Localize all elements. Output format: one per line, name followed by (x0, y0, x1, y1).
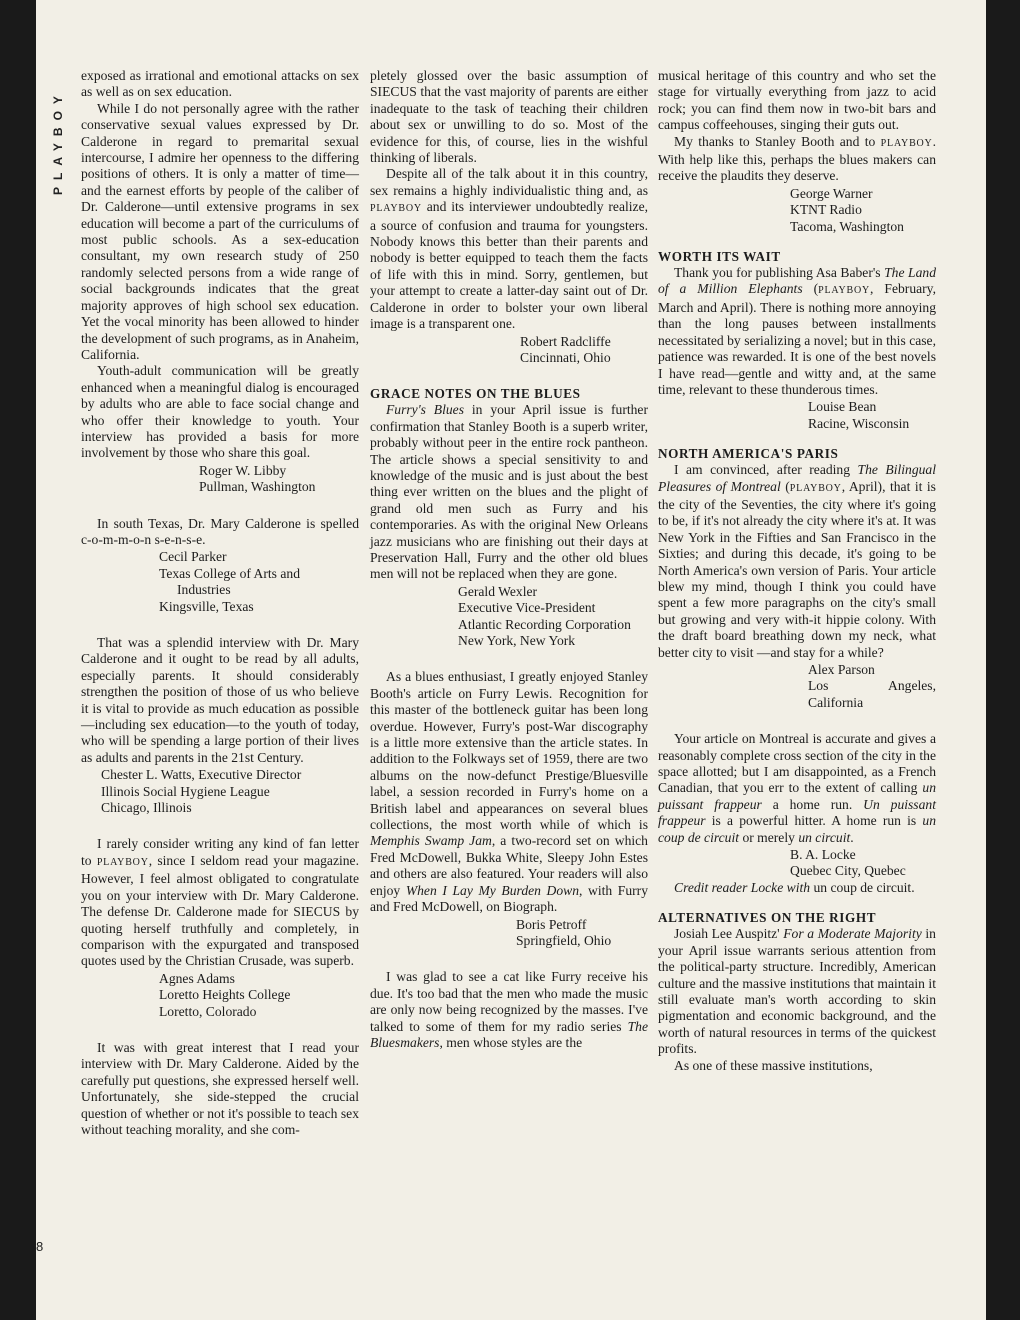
paragraph: I was glad to see a cat like Furry receive his due. It's too bad that the men who made the music are only now being recognized by the masses. I've talked to some of them for my radio series The Bluesmakers, men whose styles are the (370, 969, 648, 1050)
paragraph: Despite all of the talk about it in this country, sex remains a highly individualistic thing and, as PLAYBOY and its interviewer undoubtedly realize, a source of confusion and trauma for youngsters. Nobody knows this better than their parents and nobody is better equipped to teach them the facts of life with this in mind. Sorry, gentlemen, but your attempt to create a latter-day saint out of Dr. Calderone in order to bolster your own liberal image is a transparent one. (370, 166, 648, 332)
paragraph: It was with great interest that I read your interview with Dr. Mary Calderone. Aided by the carefully put questions, she expressed herself well. Unfortunately, she side-stepped the crucial question of whether or not it's possible to teach sex without teaching morality, and she com- (81, 1039, 359, 1137)
signature-name: Boris Petroff (516, 916, 587, 932)
paragraph: That was a splendid interview with Dr. Mary Calderone and it ought to be read by all adults, especially parents. It should considerably strengthen the position of those of us who believe it is vital to provide as much education as possible —including sex education—to the youth of today, who will be spending a large portion of their lives as adults and parents in the 21st Century. (81, 635, 359, 765)
french-phrase: un puissant frappeur (658, 780, 936, 812)
column-3 (658, 68, 936, 1074)
playboy-smallcaps: PLAYBOY (880, 137, 933, 149)
section-heading: ALTERNATIVES ON THE RIGHT (658, 910, 877, 926)
paragraph: pletely glossed over the basic assumption of SIECUS that the vast majority of parents are either inadequate to the task of teaching their children about sex or unwilling to do so. Most of the evidence for this, of course, lies in the wishful thinking of liberals. (370, 68, 648, 166)
signature-location: Quebec City, Quebec (790, 863, 906, 879)
signature-name: George Warner (790, 185, 873, 201)
signature-affiliation: Illinois Social Hygiene League (101, 783, 270, 799)
signature-location: Los Angeles, California (808, 678, 936, 710)
paragraph: exposed as irrational and emotional attacks on sex as well as on sex education. (81, 68, 359, 100)
paragraph: I rarely consider writing any kind of fan letter to PLAYBOY, since I seldom read your magazine. However, I feel almost obligated to congratulate you on your interview with Dr. Mary Calderone. The defense Dr. Calderone made for SIECUS by quoting herself truthfully and completely, in comparison with the expurgated and transposed quotes used by the Christian Crusade, was superb. (81, 836, 359, 969)
letter-signature (658, 662, 936, 711)
signature-name: Chester L. Watts, Executive Director (101, 767, 302, 783)
playboy-smallcaps: PLAYBOY (370, 203, 422, 215)
article-title: Furry's Blues (386, 402, 464, 418)
letter-signature (658, 847, 936, 880)
paragraph: Your article on Montreal is accurate and gives a reasonably complete cross section of the city in the space allotted; but I am disappointed, as a French Canadian, that you err to the extent of calling un puissant frappeur a home run. Un puissant frappeur is a powerful hitter. A home run is un coup de circuit or merely un circuit. (658, 731, 936, 845)
column-1 (81, 68, 359, 1138)
letter-signature (658, 186, 936, 235)
signature-affiliation: Atlantic Recording Corporation (458, 616, 631, 632)
signature-name: Louise Bean (808, 399, 877, 415)
paragraph: While I do not personally agree with the rather conservative sexual values expressed by Dr. Calderone in regard to premarital sexual intercourse, I admire her openness to the differing positions of others. It is only a matter of time—and the earnest efforts by people of the caliber of Dr. Calderone—until extensive programs in sex education will become a part of the curriculums of most public schools. As a sex-education consultant, my own research study of 250 randomly selected persons from a wide range of social backgrounds indicates that the great majority approves of high school sex education. Yet the vocal minority has been allowed to hinder the development of such programs, as in Anaheim, California. (81, 100, 359, 362)
french-phrase: un circuit (798, 829, 851, 845)
letter-signature (81, 971, 359, 1020)
paragraph: Thank you for publishing Asa Baber's The Land of a Million Elephants (PLAYBOY, February, March and April). There is nothing more annoying than the long pauses between installments necessitated by serializing a novel; but in this case, patience was rewarded. It is one of the best novels I have read—gentle and witty and, at the same time, relevant to these thunderous times. (658, 265, 936, 397)
article-title: The Bilingual Pleasures of Montreal (658, 462, 936, 494)
paragraph: musical heritage of this country and who set the stage for virtually everything from jazz to acid rock; you can find them now in two-bit bars and campus coffeehouses, singing their guts out. (658, 68, 936, 133)
signature-affiliation: Texas College of Arts and (159, 565, 300, 581)
signature-name: B. A. Locke (790, 847, 856, 863)
signature-location: New York, New York (458, 633, 576, 648)
signature-affiliation: Loretto Heights College (159, 987, 291, 1003)
signature-name: Robert Radcliffe (520, 333, 611, 349)
radio-series-title: The Bluesmakers (370, 1018, 648, 1050)
masthead: PLAYBOY (51, 89, 65, 195)
magazine-page (36, 0, 986, 1320)
section-heading: GRACE NOTES ON THE BLUES (370, 386, 581, 402)
signature-location: Racine, Wisconsin (808, 415, 910, 431)
paragraph: In south Texas, Dr. Mary Calderone is spelled c-o-m-m-o-n s-e-n-s-e. (81, 515, 359, 547)
letter-signature (370, 584, 648, 650)
signature-location: Kingsville, Texas (159, 598, 254, 614)
letter-signature (81, 549, 359, 615)
signature-location: Springfield, Ohio (516, 932, 612, 948)
section-heading: WORTH ITS WAIT (658, 249, 781, 265)
french-phrase: un coup de circuit (658, 813, 936, 845)
paragraph: I am convinced, after reading The Bilingual Pleasures of Montreal (PLAYBOY, April), that it is the city of the Seventies, the city where it's going to be, if it's not already the city where it's at. It was New York in the Fifties and San Francisco in the Sixties; and during this decade, it's going to be North America's own version of Paris. Your article blew my mind, though I think you could have spent a few more paragraphs on the city's small but growing and very with-it hippie colony. With the draft board breathing down my neck, what better city to visit —and stay for a while? (658, 462, 936, 660)
page-number: 8 (36, 1239, 44, 1254)
signature-name: Alex Parson (808, 662, 875, 677)
playboy-smallcaps: PLAYBOY (789, 482, 842, 494)
signature-name: Gerald Wexler (458, 583, 538, 599)
paragraph: As one of these massive institutions, (674, 1057, 873, 1073)
signature-location: Tacoma, Washington (790, 218, 904, 234)
column-2 (370, 68, 648, 1051)
letter-signature (81, 767, 359, 816)
paragraph: As a blues enthusiast, I greatly enjoyed Stanley Booth's article on Furry Lewis. Recognition for this master of the bottleneck guitar has been long overdue. However, Furry's post-War discography is a little more extensive than the article states. In addition to the Folkways set of 1959, there are two albums on the now-defunct Prestige/Bluesville label, a session recorded in Furry's home on a British label and appearances on several blues collections, the most worth while of which is Memphis Swamp Jam, a two-record set on which Fred McDowell, Bukka White, Sleepy John Estes and others are also featured. Your readers will also enjoy When I Lay My Burden Down, with Furry and Fred McDowell, on Biograph. (370, 669, 648, 915)
article-title: For a Moderate Majority (783, 926, 922, 942)
signature-affiliation: KTNT Radio (790, 202, 862, 218)
paragraph: Josiah Lee Auspitz' For a Moderate Majority in your April issue warrants serious attention from the political-party structure. Incredibly, American culture and the massive institutions that maintain it still evaluate man's worth according to skin pigmentation and economic background, and the worth of natural resources in terms of the quickest profits. (658, 926, 936, 1057)
signature-name: Agnes Adams (159, 970, 235, 986)
signature-location: Cincinnati, Ohio (520, 349, 611, 365)
letter-signature (370, 917, 648, 950)
signature-location: Pullman, Washington (199, 479, 316, 495)
signature-name: Cecil Parker (159, 549, 227, 565)
signature-affiliation: Industries (177, 582, 231, 598)
letter-signature (81, 463, 359, 496)
novel-title: The Land of a Million Elephants (658, 265, 936, 297)
paragraph: My thanks to Stanley Booth and to PLAYBOY. With help like this, perhaps the blues makers can receive the plaudits they deserve. (658, 133, 936, 184)
signature-location: Loretto, Colorado (159, 1003, 257, 1019)
letter-signature (658, 399, 936, 432)
signature-name: Roger W. Libby (199, 462, 287, 478)
paragraph: Youth-adult communication will be greatly enhanced when a meaningful dialog is encouraged by adults who are able to face social change and who offer their knowledge to youth. Your interview has provided a basis for more involvement by those who share this goal. (81, 363, 359, 461)
section-heading: NORTH AMERICA'S PARIS (658, 446, 839, 462)
french-phrase: Un puissant frappeur (658, 796, 936, 829)
playboy-smallcaps: PLAYBOY (96, 856, 149, 868)
paragraph: Furry's Blues in your April issue is further confirmation that Stanley Booth is a superb writer, probably without peer in the entire rock pantheon. The article shows a special sensitivity to and knowledge of the music and is just about the best thing ever written on the blues and the plight of grand old men such as Furry and his contemporaries. As with the original New Orleans jazz musicians who are finishing out their days at Preservation Hall, Furry and the other old blues men will not be replaced when they are gone. (370, 402, 648, 582)
signature-location: Chicago, Illinois (101, 800, 192, 816)
signature-title: Executive Vice-President (458, 600, 596, 616)
album-title: When I Lay My Burden Down (405, 882, 580, 898)
letter-signature (370, 334, 648, 367)
playboy-smallcaps: PLAYBOY (818, 285, 871, 297)
editor-reply: Credit reader Locke with un coup de circuit. (674, 879, 915, 895)
album-title: Memphis Swamp Jam (370, 833, 492, 849)
